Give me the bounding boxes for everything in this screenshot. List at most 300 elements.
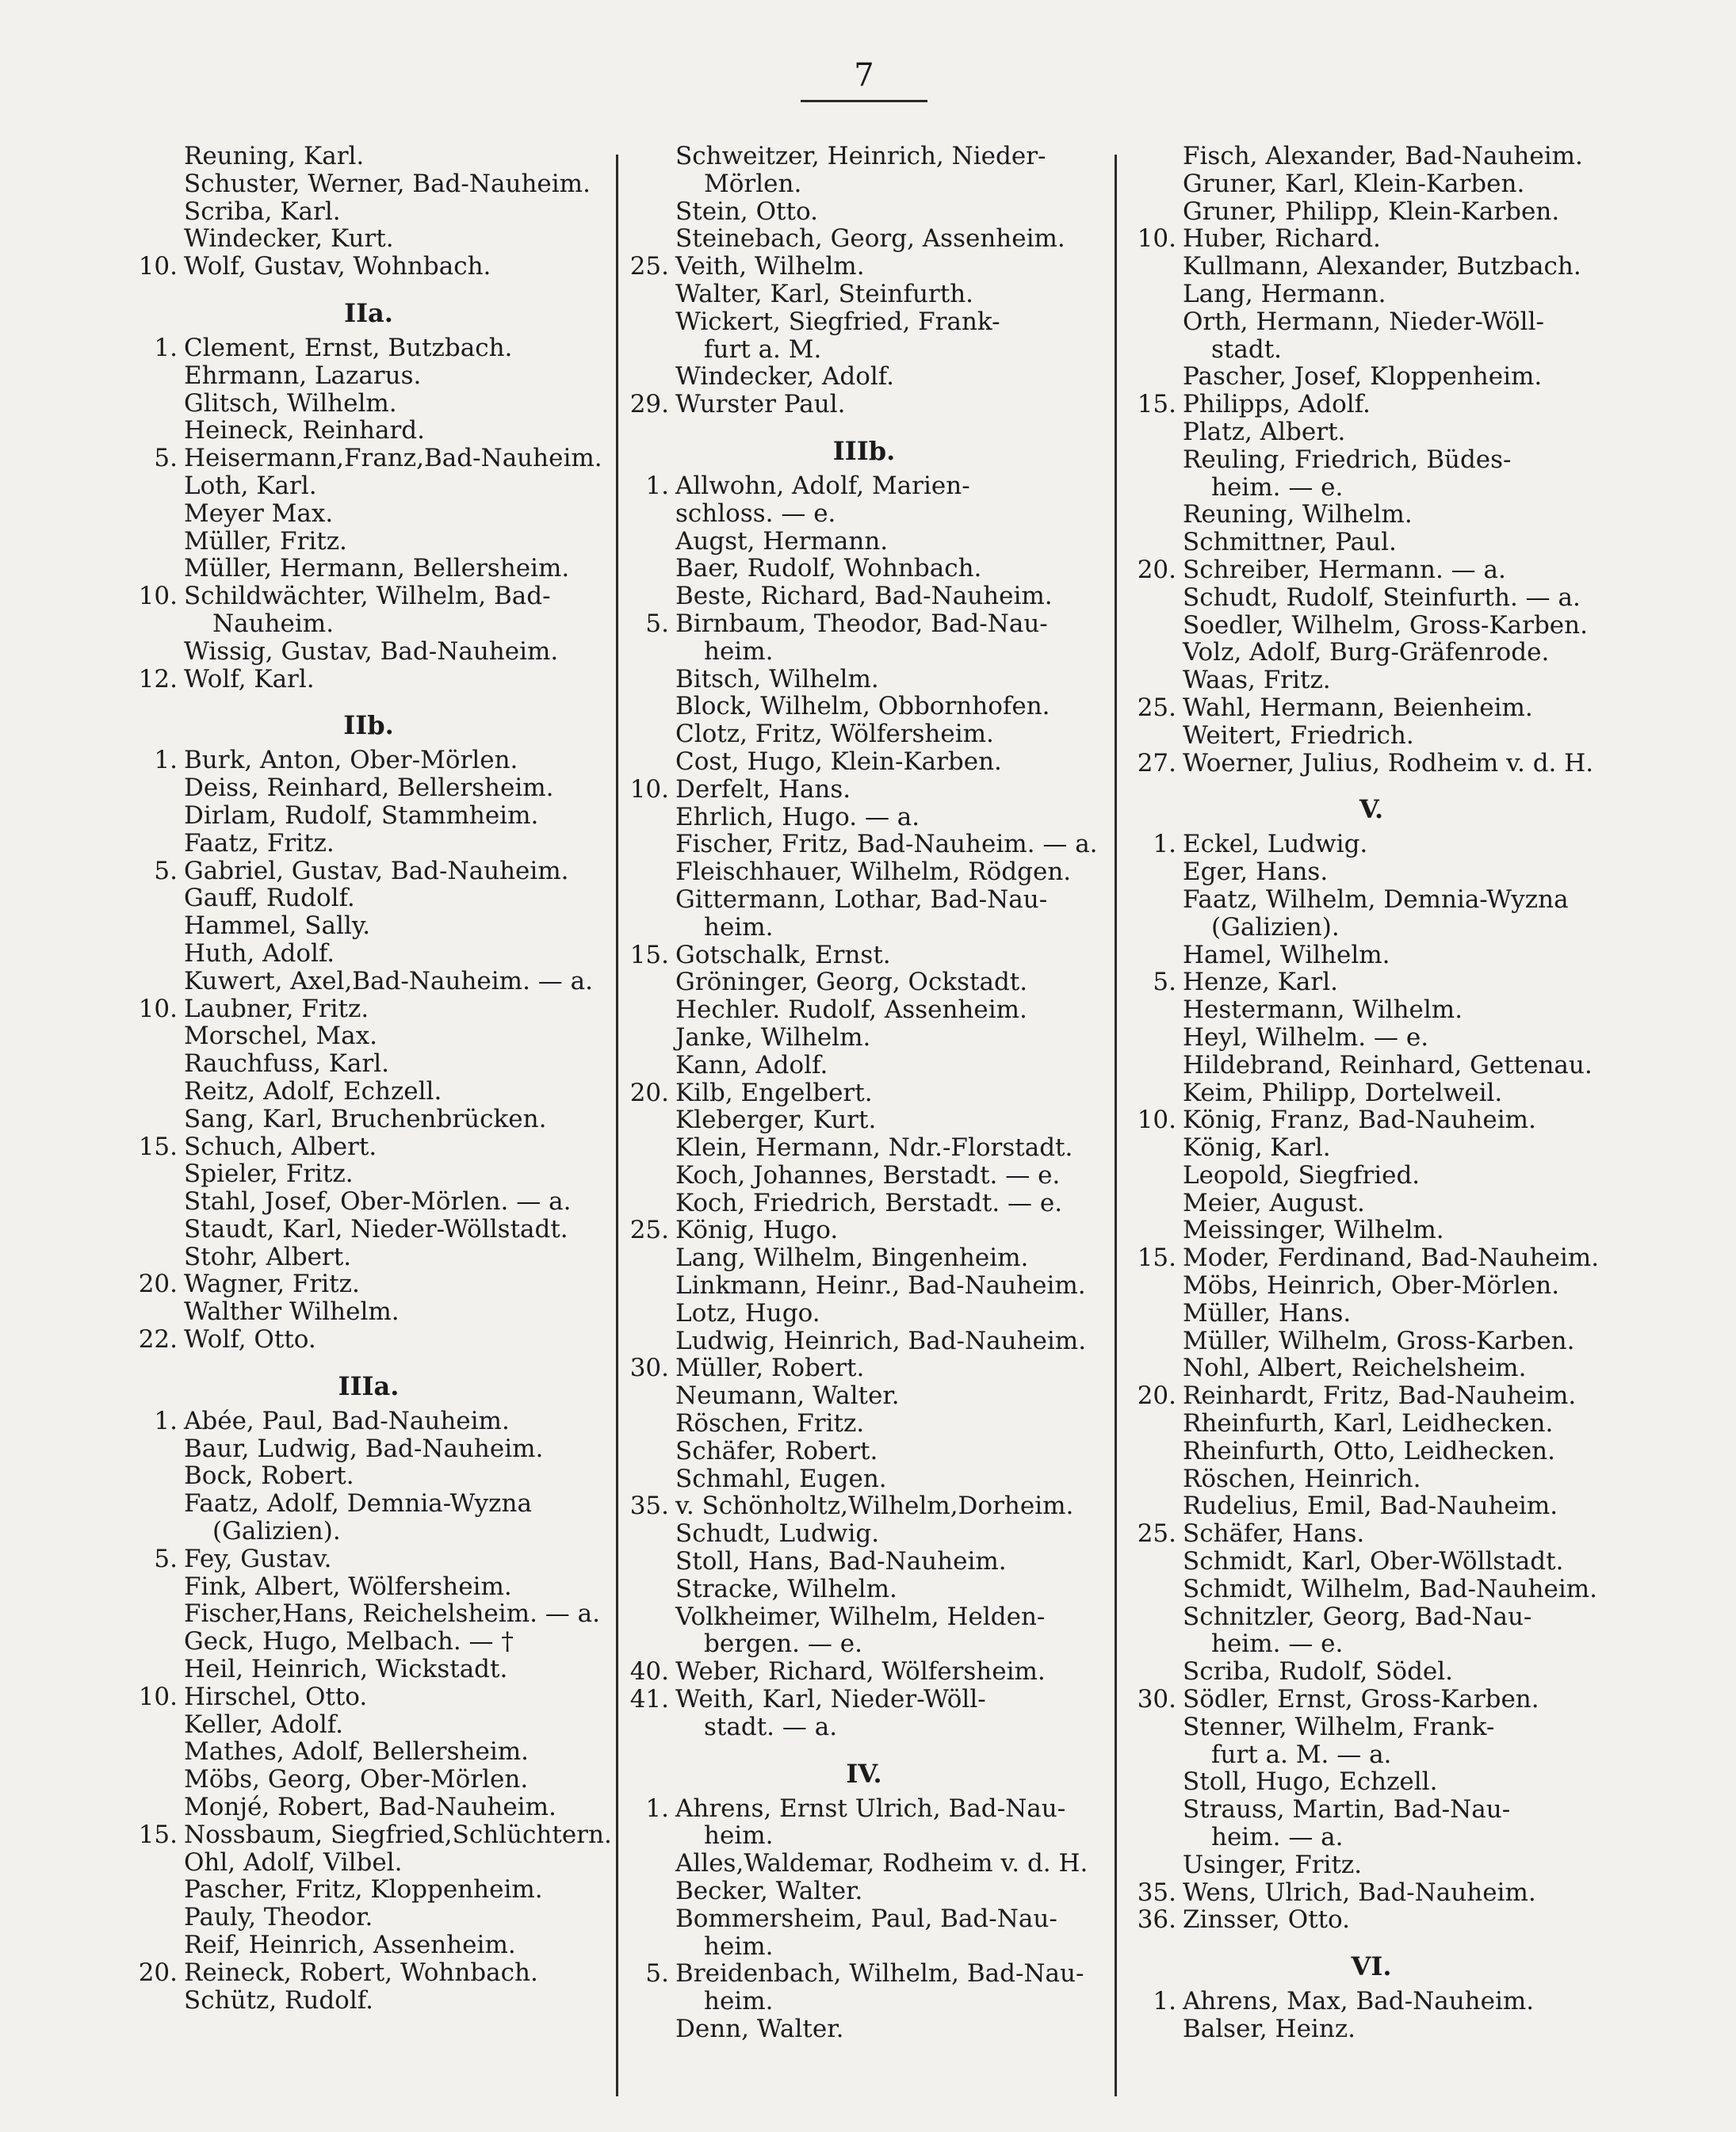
student-entry	[127, 583, 610, 610]
student-entry	[127, 1987, 610, 2015]
student-entry	[1126, 1300, 1617, 1328]
student-entry	[127, 1573, 610, 1601]
entry-count: 15.	[138, 1820, 178, 1849]
entry-text: Rauchfuss, Karl.	[184, 1049, 390, 1079]
student-entry	[618, 555, 1110, 583]
student-entry	[127, 638, 610, 666]
entry-text: Monjé, Robert, Bad-Nauheim.	[184, 1793, 556, 1822]
student-entry	[618, 225, 1110, 253]
student-entry	[618, 666, 1110, 693]
entry-text: Stenner, Wilhelm, Frank-	[1183, 1712, 1495, 1741]
student-entry	[618, 1465, 1110, 1493]
student-entry	[127, 528, 610, 556]
student-entry	[1126, 1134, 1617, 1162]
entry-text: Balser, Heinz.	[1183, 2015, 1356, 2043]
entry-text: Usinger, Fritz.	[1183, 1850, 1363, 1879]
entry-text: Lang, Hermann.	[1183, 279, 1386, 308]
entry-text: heim.	[704, 1987, 774, 2016]
student-entry	[1126, 722, 1617, 750]
student-entry	[1126, 1796, 1617, 1824]
student-entry	[1126, 418, 1617, 446]
entry-text: Moder, Ferdinand, Bad-Nauheim.	[1183, 1244, 1600, 1273]
entry-text: Ohl, Adolf, Vilbel.	[184, 1847, 403, 1877]
entry-text: Baer, Rudolf, Wohnbach.	[675, 554, 982, 583]
entry-text: Bommersheim, Paul, Bad-Nau-	[675, 1904, 1057, 1933]
entry-text: furt a. M.	[704, 334, 822, 364]
entry-text: Fey, Gustav.	[184, 1544, 332, 1573]
entry-count: 12.	[138, 664, 178, 693]
entry-text: Schuch, Albert.	[184, 1132, 377, 1161]
entry-text: Orth, Hermann, Nieder-Wöll-	[1183, 307, 1544, 336]
student-entry	[127, 802, 610, 830]
entry-text: (Galizien).	[212, 1517, 341, 1546]
entry-text: Faatz, Adolf, Demnia-Wyzna	[184, 1489, 532, 1519]
student-entry	[1126, 1162, 1617, 1190]
student-entry	[1126, 198, 1617, 226]
entry-text: Soedler, Wilhelm, Gross-Karben.	[1183, 610, 1588, 640]
entry-text: Wens, Ulrich, Bad-Nauheim.	[1183, 1878, 1536, 1907]
student-entry	[1126, 750, 1617, 778]
entry-count: 30.	[1137, 1685, 1176, 1714]
student-entry	[1126, 858, 1617, 886]
entry-text: Staudt, Karl, Nieder-Wöllstadt.	[184, 1214, 568, 1244]
entry-text: Wurster Paul.	[675, 390, 846, 419]
entry-text: Stoll, Hans, Bad-Nauheim.	[675, 1547, 1007, 1576]
entry-text: Glitsch, Wilhelm.	[184, 388, 397, 418]
student-entry	[127, 1600, 610, 1628]
entry-count: 20.	[1137, 555, 1176, 584]
entry-text: Kuwert, Axel,Bad-Nauheim. — a.	[184, 966, 593, 995]
entry-text: Rheinfurth, Karl, Leidhecken.	[1183, 1409, 1554, 1439]
entry-text: stadt. — a.	[704, 1712, 838, 1741]
student-entry	[127, 1050, 610, 1078]
entry-text: Janke, Wilhelm.	[675, 1022, 871, 1052]
student-entry	[1126, 1079, 1617, 1107]
student-entry	[1126, 612, 1617, 640]
student-entry	[1126, 1106, 1617, 1134]
entry-text: Schmittner, Paul.	[1183, 528, 1397, 557]
student-entry	[618, 1079, 1110, 1107]
entry-text: Fischer, Fritz, Bad-Nauheim. — a.	[675, 830, 1098, 859]
entry-count: 15.	[1137, 1244, 1176, 1273]
student-entry	[618, 363, 1110, 391]
student-entry	[127, 1408, 610, 1435]
class-heading	[127, 693, 610, 747]
student-entry	[1126, 694, 1617, 722]
student-entry	[127, 1270, 610, 1298]
page-number-rule	[801, 100, 927, 102]
entry-text: Bock, Robert.	[184, 1461, 354, 1491]
student-entry	[618, 1576, 1110, 1603]
student-entry	[1126, 1686, 1617, 1714]
student-entry	[618, 1354, 1110, 1382]
entry-text: Pauly, Theodor.	[184, 1903, 373, 1932]
student-entry	[1126, 942, 1617, 969]
entry-count: 25.	[1137, 1519, 1176, 1549]
entry-text: Zinsser, Otto.	[1183, 1905, 1351, 1935]
entry-continuation	[1126, 474, 1617, 502]
entry-text: Schmahl, Eugen.	[675, 1464, 887, 1493]
entry-text: Fisch, Alexander, Bad-Nauheim.	[1183, 142, 1583, 170]
entry-text: Volkheimer, Wilhelm, Helden-	[675, 1602, 1046, 1631]
student-entry	[618, 583, 1110, 610]
student-entry	[127, 1656, 610, 1683]
entry-text: Platz, Albert.	[1183, 417, 1346, 446]
student-entry	[127, 885, 610, 912]
student-entry	[127, 940, 610, 968]
entry-text: Breidenbach, Wilhelm, Bad-Nau-	[675, 1959, 1084, 1989]
entry-text: Pascher, Josef, Kloppenheim.	[1183, 362, 1543, 392]
student-entry	[127, 500, 610, 528]
entry-continuation	[127, 1518, 610, 1546]
entry-text: Clement, Ernst, Butzbach.	[184, 333, 513, 362]
entry-count: 20.	[629, 1078, 669, 1107]
entry-text: Pascher, Fritz, Kloppenheim.	[184, 1875, 543, 1905]
class-heading	[1126, 777, 1617, 831]
entry-text: furt a. M. — a.	[1211, 1740, 1392, 1769]
student-entry	[1126, 1024, 1617, 1052]
entry-text: Stoll, Hugo, Echzell.	[1183, 1767, 1438, 1797]
entry-text: Wolf, Otto.	[184, 1325, 316, 1354]
entry-text: Walter, Karl, Steinfurth.	[675, 279, 974, 308]
student-entry	[618, 1217, 1110, 1244]
student-entry	[127, 1244, 610, 1271]
entry-text: heim.	[704, 636, 774, 666]
student-entry	[127, 774, 610, 802]
entry-count: 27.	[1137, 748, 1176, 778]
student-entry	[127, 1766, 610, 1794]
entry-text: König, Hugo.	[675, 1216, 839, 1245]
entry-text: Beste, Richard, Bad-Nauheim.	[675, 582, 1053, 611]
entry-text: Henze, Karl.	[1183, 968, 1338, 997]
class-heading-label: VI.	[1351, 1951, 1392, 1982]
entry-text: Block, Wilhelm, Obbornhofen.	[675, 692, 1050, 721]
entry-text: Lang, Wilhelm, Bingenheim.	[675, 1244, 1029, 1273]
student-entry	[1126, 1272, 1617, 1300]
student-entry	[1126, 446, 1617, 474]
entry-text: Meyer Max.	[184, 499, 334, 528]
student-entry	[618, 1106, 1110, 1134]
entry-text: Eckel, Ludwig.	[1183, 830, 1368, 859]
entry-text: Faatz, Wilhelm, Demnia-Wyzna	[1183, 885, 1569, 914]
entry-text: Windecker, Adolf.	[675, 362, 895, 392]
class-heading-label: IIIa.	[338, 1370, 400, 1401]
entry-text: Müller, Hans.	[1183, 1298, 1352, 1328]
entry-text: Meissinger, Wilhelm.	[1183, 1216, 1444, 1245]
student-entry	[1126, 1190, 1617, 1217]
entry-text: Wolf, Gustav, Wohnbach.	[184, 252, 491, 281]
entry-text: Windecker, Kurt.	[184, 224, 394, 254]
student-entry	[1126, 1465, 1617, 1493]
student-entry	[127, 1188, 610, 1216]
entry-text: Keim, Philipp, Dortelweil.	[1183, 1078, 1503, 1107]
entry-text: Hestermann, Wilhelm.	[1183, 995, 1463, 1025]
student-entry	[1126, 556, 1617, 584]
entry-text: Wissig, Gustav, Bad-Nauheim.	[184, 636, 559, 666]
student-entry	[1126, 1548, 1617, 1576]
student-entry	[618, 1328, 1110, 1355]
entry-count: 36.	[1137, 1905, 1176, 1935]
student-entry	[618, 1244, 1110, 1272]
student-entry	[127, 1904, 610, 1931]
entry-text: Veith, Wilhelm.	[675, 252, 865, 281]
entry-text: Wolf, Karl.	[184, 664, 315, 693]
entry-text: Wickert, Siegfried, Frank-	[675, 307, 1000, 336]
student-entry	[127, 1849, 610, 1877]
student-entry	[127, 1490, 610, 1518]
entry-text: Fleischhauer, Wilhelm, Rödgen.	[675, 858, 1072, 887]
entry-continuation	[618, 1988, 1110, 2015]
student-entry	[1126, 253, 1617, 281]
student-entry	[1126, 1354, 1617, 1382]
student-entry	[127, 198, 610, 226]
student-entry	[127, 1738, 610, 1766]
entry-text: Walther Wilhelm.	[184, 1297, 400, 1327]
student-entry	[618, 1492, 1110, 1520]
student-entry	[618, 1905, 1110, 1933]
entry-text: Kilb, Engelbert.	[675, 1078, 873, 1107]
student-entry	[1126, 1576, 1617, 1603]
entry-text: Ahrens, Ernst Ulrich, Bad-Nau-	[675, 1794, 1066, 1823]
entry-text: Heil, Heinrich, Wickstadt.	[184, 1655, 508, 1684]
student-entry	[1126, 1768, 1617, 1796]
student-entry	[618, 143, 1110, 170]
entry-text: Augst, Hermann.	[675, 526, 889, 556]
entry-text: Kleberger, Kurt.	[675, 1106, 877, 1135]
entry-continuation	[1126, 1630, 1617, 1658]
entry-count: 20.	[1137, 1381, 1176, 1411]
entry-text: schloss. — e.	[675, 499, 836, 528]
entry-text: Reinhardt, Fritz, Bad-Nauheim.	[1183, 1381, 1577, 1411]
entry-text: Nohl, Albert, Reichelsheim.	[1183, 1354, 1527, 1383]
entry-text: stadt.	[1211, 334, 1283, 364]
entry-count: 25.	[629, 1216, 669, 1245]
student-entry	[618, 776, 1110, 804]
entry-text: Stracke, Wilhelm.	[675, 1574, 897, 1603]
entry-text: Stahl, Josef, Ober-Mörlen. — a.	[184, 1187, 572, 1217]
student-entry	[618, 693, 1110, 720]
entry-text: bergen. — e.	[704, 1630, 862, 1659]
student-entry	[127, 1133, 610, 1161]
student-entry	[1126, 281, 1617, 308]
student-entry	[127, 1821, 610, 1849]
student-entry	[127, 143, 610, 170]
entry-text: Wahl, Hermann, Beienheim.	[1183, 693, 1533, 722]
entry-text: Waas, Fritz.	[1183, 666, 1331, 695]
student-entry	[127, 995, 610, 1023]
student-entry	[127, 1546, 610, 1573]
entry-text: Clotz, Fritz, Wölfersheim.	[675, 720, 994, 749]
entry-text: Klein, Hermann, Ndr.-Florstadt.	[675, 1133, 1073, 1163]
entry-text: Hechler. Rudolf, Assenheim.	[675, 995, 1027, 1025]
student-entry	[1126, 1603, 1617, 1631]
entry-text: Meier, August.	[1183, 1188, 1365, 1217]
entry-text: Schudt, Rudolf, Steinfurth. — a.	[1183, 583, 1581, 612]
student-entry	[127, 1931, 610, 1959]
entry-text: Schäfer, Hans.	[1183, 1519, 1365, 1549]
student-entry	[127, 1959, 610, 1987]
entry-text: Koch, Friedrich, Berstadt. — e.	[675, 1188, 1063, 1217]
entry-count: 10.	[138, 1682, 178, 1711]
entry-text: Dirlam, Rudolf, Stammheim.	[184, 800, 539, 830]
entry-text: Lotz, Hugo.	[675, 1298, 820, 1328]
student-entry	[1126, 1879, 1617, 1907]
entry-text: (Galizien).	[1211, 912, 1340, 942]
entry-text: Weith, Karl, Nieder-Wöll-	[675, 1685, 986, 1714]
entry-continuation	[618, 170, 1110, 198]
student-entry	[127, 334, 610, 362]
student-entry	[127, 858, 610, 885]
entry-text: Birnbaum, Theodor, Bad-Nau-	[675, 609, 1048, 638]
student-entry	[1126, 1438, 1617, 1465]
student-entry	[618, 1024, 1110, 1052]
student-entry	[618, 1658, 1110, 1686]
entry-text: Hirschel, Otto.	[184, 1682, 368, 1711]
student-entry	[1126, 529, 1617, 556]
student-entry	[618, 804, 1110, 831]
entry-text: Mathes, Adolf, Bellersheim.	[184, 1737, 529, 1767]
entry-count: 1.	[154, 333, 178, 362]
student-entry	[1126, 1052, 1617, 1079]
entry-text: Neumann, Walter.	[675, 1381, 900, 1411]
student-entry	[1126, 170, 1617, 198]
entry-text: Schuster, Werner, Bad-Nauheim.	[184, 169, 591, 198]
entry-text: Röschen, Heinrich.	[1183, 1464, 1421, 1493]
class-heading-label: IIa.	[344, 297, 393, 328]
entry-text: Reuning, Wilhelm.	[1183, 500, 1413, 529]
student-entry	[618, 1272, 1110, 1300]
entry-text: Kullmann, Alexander, Butzbach.	[1183, 252, 1581, 281]
entry-text: Scriba, Karl.	[184, 197, 341, 226]
entry-text: Gabriel, Gustav, Bad-Nauheim.	[184, 856, 569, 885]
entry-text: Rudelius, Emil, Bad-Nauheim.	[1183, 1492, 1558, 1521]
student-entry	[127, 1462, 610, 1490]
entry-text: Möbs, Heinrich, Ober-Mörlen.	[1183, 1271, 1560, 1301]
entry-count: 10.	[1137, 224, 1176, 254]
class-heading	[618, 418, 1110, 472]
entry-text: Eger, Hans.	[1183, 858, 1329, 887]
entry-count: 15.	[138, 1132, 178, 1161]
student-entry	[1126, 1410, 1617, 1438]
page-number: 7	[854, 57, 874, 94]
entry-count: 5.	[645, 1959, 669, 1989]
entry-text: Rheinfurth, Otto, Leidhecken.	[1183, 1436, 1555, 1465]
student-entry	[618, 1520, 1110, 1548]
entry-count: 1.	[1153, 830, 1176, 859]
entry-text: Södler, Ernst, Gross-Karben.	[1183, 1685, 1539, 1714]
entry-text: Burk, Anton, Ober-Mörlen.	[184, 746, 518, 775]
student-entry	[618, 253, 1110, 281]
entry-continuation	[618, 1822, 1110, 1850]
entry-text: Steinebach, Georg, Assenheim.	[675, 224, 1065, 254]
student-entry	[127, 417, 610, 445]
entry-count: 25.	[1137, 693, 1176, 722]
student-entry	[618, 886, 1110, 914]
entry-text: Derfelt, Hans.	[675, 774, 851, 804]
class-heading-label: V.	[1359, 794, 1384, 825]
entry-text: Huber, Richard.	[1183, 224, 1381, 254]
entry-text: Ludwig, Heinrich, Bad-Nauheim.	[675, 1326, 1087, 1355]
entry-text: Keller, Adolf.	[184, 1710, 344, 1739]
student-entry	[127, 1216, 610, 1244]
entry-text: heim. — e.	[1211, 1630, 1344, 1659]
student-entry	[127, 1326, 610, 1354]
entry-count: 15.	[629, 940, 669, 969]
entry-text: Huth, Adolf.	[184, 938, 335, 968]
entry-text: Schudt, Ludwig.	[675, 1519, 880, 1549]
entry-text: heim.	[704, 912, 774, 942]
entry-count: 10.	[138, 994, 178, 1023]
student-entry	[618, 1300, 1110, 1328]
student-entry	[127, 1160, 610, 1188]
student-entry	[618, 1438, 1110, 1465]
entry-text: Ehrlich, Hugo. — a.	[675, 802, 920, 831]
entry-text: Volz, Adolf, Burg-Gräfenrode.	[1183, 638, 1550, 667]
class-heading-label: IIIb.	[832, 435, 896, 466]
entry-count: 1.	[645, 471, 669, 500]
entry-text: Reitz, Adolf, Echzell.	[184, 1076, 442, 1106]
class-heading	[127, 1354, 610, 1408]
student-entry	[618, 1162, 1110, 1190]
entry-text: Kann, Adolf.	[675, 1050, 828, 1079]
student-entry	[127, 1022, 610, 1050]
entry-text: Müller, Hermann, Bellersheim.	[184, 554, 570, 583]
student-entry	[618, 610, 1110, 638]
entry-count: 20.	[138, 1958, 178, 1987]
student-entry	[1126, 501, 1617, 529]
entry-text: Schnitzler, Georg, Bad-Nau-	[1183, 1602, 1532, 1631]
student-entry	[1126, 1851, 1617, 1879]
student-entry	[618, 858, 1110, 886]
student-entry	[618, 1410, 1110, 1438]
entry-continuation	[618, 336, 1110, 364]
entry-text: Weitert, Friedrich.	[1183, 720, 1414, 750]
entry-text: Gruner, Karl, Klein-Karben.	[1183, 169, 1525, 198]
entry-count: 1.	[154, 1406, 178, 1435]
entry-text: Woerner, Julius, Rodheim v. d. H.	[1183, 748, 1594, 778]
student-entry	[127, 253, 610, 281]
entry-text: Denn, Walter.	[675, 2015, 844, 2043]
student-entry	[618, 1548, 1110, 1576]
student-entry	[127, 747, 610, 774]
entry-count: 10.	[1137, 1106, 1176, 1135]
student-entry	[1126, 143, 1617, 170]
entry-text: Strauss, Martin, Bad-Nau-	[1183, 1795, 1511, 1824]
entry-text: Hamel, Wilhelm.	[1183, 940, 1390, 969]
class-heading	[618, 1741, 1110, 1795]
entry-text: Leopold, Siegfried.	[1183, 1160, 1421, 1190]
student-entry	[1126, 1328, 1617, 1355]
entry-text: Gotschalk, Ernst.	[675, 940, 891, 969]
entry-text: Hammel, Sally.	[184, 911, 371, 941]
entry-text: Schreiber, Hermann. — a.	[1183, 555, 1506, 584]
entry-text: König, Karl.	[1183, 1133, 1331, 1163]
entry-text: Schäfer, Robert.	[675, 1436, 878, 1465]
student-entry	[127, 1794, 610, 1821]
student-entry	[127, 830, 610, 858]
entry-text: Weber, Richard, Wölfersheim.	[675, 1657, 1046, 1687]
entry-count: 25.	[629, 252, 669, 281]
entry-text: Ahrens, Max, Bad-Nauheim.	[1183, 1987, 1535, 2016]
student-entry	[127, 912, 610, 940]
entry-text: Koch, Johannes, Berstadt. — e.	[675, 1160, 1061, 1190]
student-entry	[618, 2015, 1110, 2043]
student-entry	[1126, 1492, 1617, 1520]
student-entry	[618, 281, 1110, 308]
entry-text: Heyl, Wilhelm. — e.	[1183, 1022, 1429, 1052]
entry-text: Abée, Paul, Bad-Nauheim.	[184, 1406, 510, 1435]
entry-text: heim. — a.	[1211, 1823, 1344, 1852]
